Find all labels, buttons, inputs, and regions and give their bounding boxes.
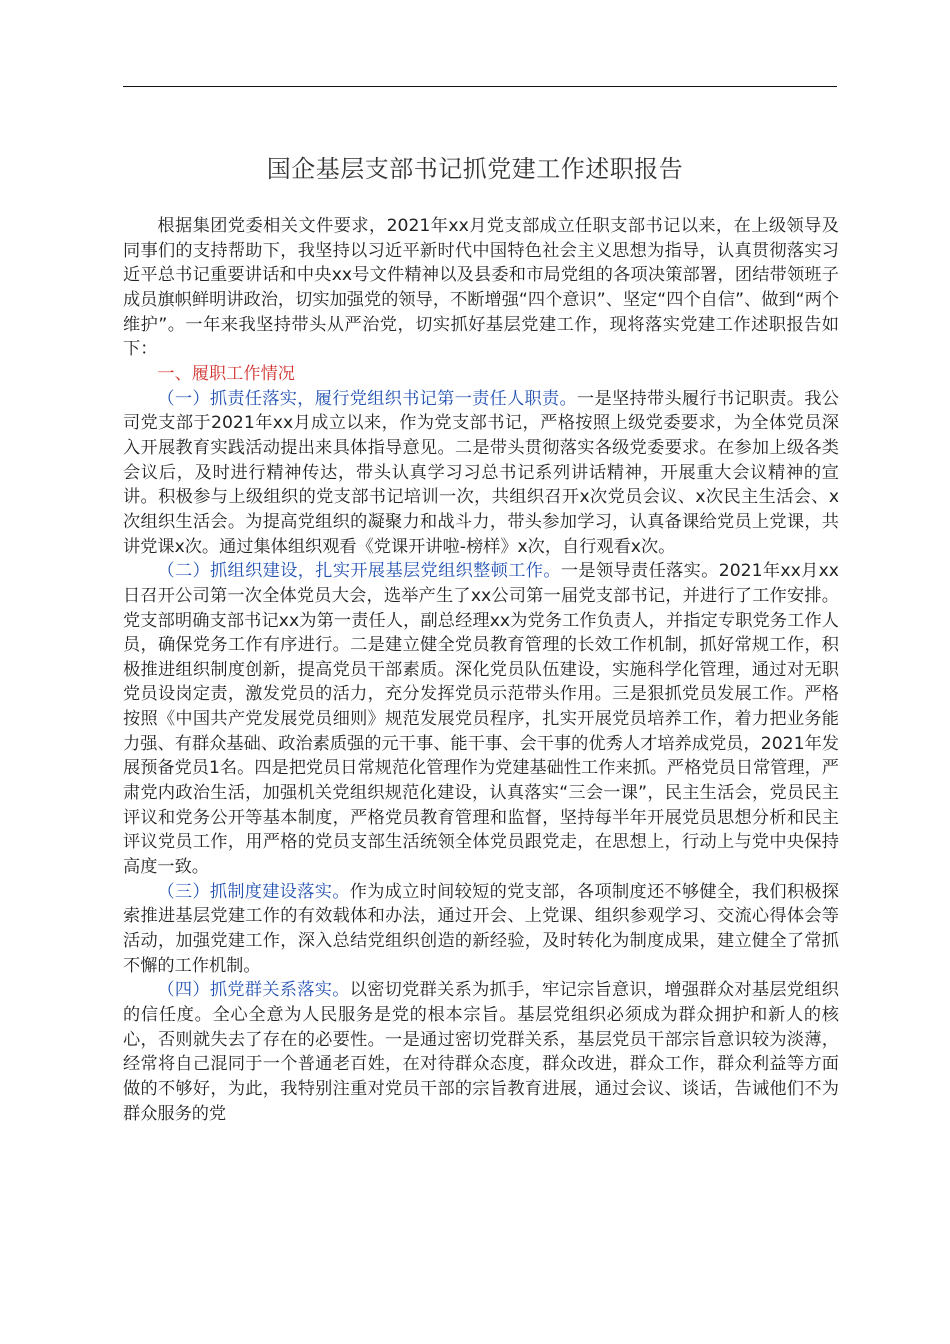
intro-paragraph: 根据集团党委相关文件要求，2021年xx月党支部成立任职支部书记以来，在上级领导及同事们的支持帮助下，我坚持以习近平新时代中国特色社会主义思想为指导，认真贯彻落实习近平总书记重要讲话和中央xx号文件精神以及县委和市局党组的各项决策部署，团结带领班子成员旗帜鲜明讲政治，切实加强党的领导，不断增强“四个意识”、坚定“四个自信”、做到“两个维护”。一年来我坚持带头从严治党，切实抓好基层党建工作，现将落实党建工作述职报告如下： bbox=[123, 216, 839, 360]
paragraph-system bbox=[123, 880, 839, 979]
paragraph-responsibility bbox=[123, 387, 839, 560]
section-heading: 一、履职工作情况 bbox=[157, 363, 295, 384]
paragraph-organization bbox=[123, 559, 839, 880]
paragraph-lead: （一）抓责任落实，履行党组织书记第一责任人职责。 bbox=[157, 388, 578, 409]
paragraph-masses bbox=[123, 978, 839, 1126]
paragraph-lead: （三）抓制度建设落实。 bbox=[157, 881, 350, 902]
paragraph-text: 作为成立时间较短的党支部，各项制度还不够健全，我们积极探索推进基层党建工作的有效载体和办法，通过开会、上党课、组织参观学习、交流心得体会等活动，加强党建工作，深入总结党组织创造的新经验，及时转化为制度成果，建立健全了常抓不懈的工作机制。 bbox=[123, 881, 839, 976]
paragraph-text: 一是领导责任落实。2021年xx月xx日召开公司第一次全体党员大会，选举产生了xx公司第一届党支部书记，并进行了工作安排。党支部明确支部书记xx为第一责任人，副总经理xx为党务工作负责人，并指定专职党务工作人员，确保党务工作有序进行。二是建立健全党员教育管理的长效工作机制，抓好常规工作，积极推进组织制度创新，提高党员干部素质。深化党员队伍建设，实施科学化管理，通过对无职党员设岗定责，激发党员的活力，充分发挥党员示范带头作用。三是狠抓党员发展工作。严格按照《中国共产党发展党员细则》规范发展党员程序，扎实开展党员培养工作，着力把业务能力强、有群众基础、政治素质强的元干事、能干事、会干事的优秀人才培养成党员，2021年发展预备党员1名。四是把党员日常规范化管理作为党建基础性工作来抓。严格党员日常管理，严肃党内政治生活，加强机关党组织规范化建设，认真落实“三会一课”，民主生活会，党员民主评议和党务公开等基本制度，严格党员教育管理和监督，坚持每半年开展党员思想分析和民主评议党员工作，用严格的党员支部生活统领全体党员跟党走，在思想上，行动上与党中央保持高度一致。 bbox=[123, 561, 839, 878]
document-title: 国企基层支部书记抓党建工作述职报告 bbox=[266, 155, 684, 183]
paragraph-text: 以密切党群关系为抓手，牢记宗旨意识，增强群众对基层党组织的信任度。全心全意为人民服务是党的根本宗旨。基层党组织必须成为群众拥护和新人的核心，否则就失去了存在的必要性。一是通过密切党群关系，基层党员干部宗旨意识较为淡薄，经常将自己混同于一个普通老百姓，在对待群众态度，群众改进，群众工作，群众利益等方面做的不够好，为此，我特别注重对党员干部的宗旨教育进展，通过会议、谈话，告诫他们不为群众服务的党 bbox=[123, 980, 839, 1124]
paragraph-text: 一是坚持带头履行书记职责。我公司党支部于2021年xx月成立以来，作为党支部书记，严格按照上级党委要求，为全体党员深入开展教育实践活动提出来具体指导意见。二是带头贯彻落实各级党委要求。在参加上级各类会议后，及时进行精神传达，带头认真学习习总书记系列讲话精神，开展重大会议精神的宣讲。积极参与上级组织的党支部书记培训一次，共组织召开x次党员会议、x次民主生活会、x次组织生活会。为提高党组织的凝聚力和战斗力，带头参加学习，认真备课给党员上党课，共讲党课x次。通过集体组织观看《党课开讲啦-榜样》x次，自行观看x次。 bbox=[123, 388, 839, 557]
document-body bbox=[123, 214, 839, 1126]
paragraph-lead: （四）抓党群关系落实。 bbox=[157, 980, 350, 1001]
header-rule bbox=[123, 86, 837, 87]
paragraph-lead: （二）抓组织建设，扎实开展基层党组织整顿工作。 bbox=[157, 561, 561, 582]
